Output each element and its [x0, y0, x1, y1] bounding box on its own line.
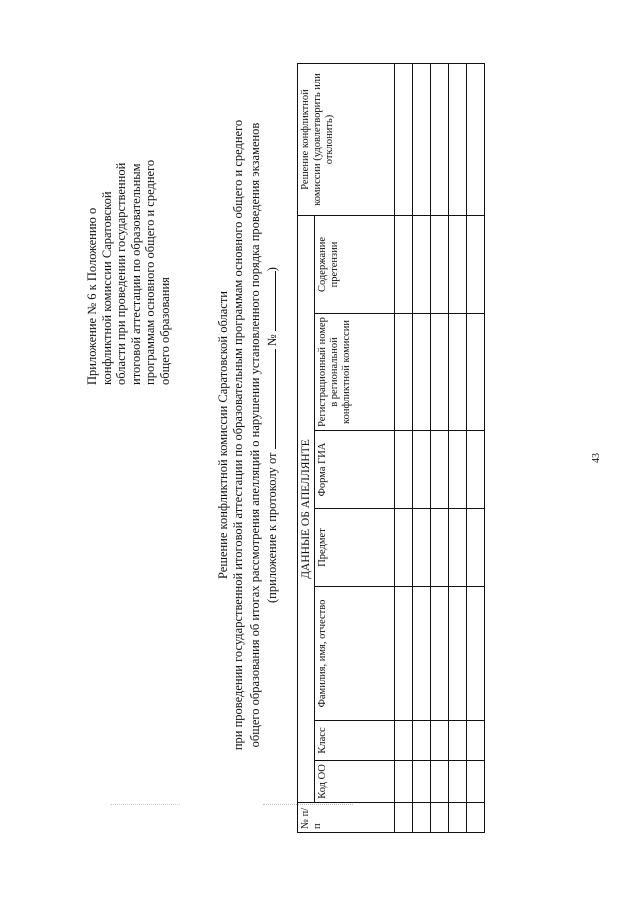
table-header-row: [298, 64, 315, 833]
page-number: 43: [591, 453, 602, 463]
header-group-applicant: ДАННЫЕ ОБ АПЕЛЛЯНТЕ: [298, 216, 315, 803]
header-school-code: Код ОО: [315, 761, 395, 803]
scan-artifact: [110, 803, 180, 805]
table-row: [413, 64, 431, 833]
protocol-prefix: (приложение к протоколу от: [265, 452, 279, 603]
title-protocol-line: [265, 115, 279, 755]
header-grade: Класс: [315, 721, 395, 761]
document-title: Решение конфликтной комиссии Саратовской области: [216, 291, 230, 580]
appendix-note: [85, 85, 172, 385]
header-decision: Решение конфликтной комиссии (удовлетворить или отклонить): [298, 64, 395, 216]
appendix-line: общего образования: [157, 277, 172, 385]
header-reg-number: Регистрационный номер в региональной конфликтной комиссии: [315, 314, 395, 431]
protocol-suffix: ): [265, 267, 279, 272]
header-form: Форма ГИА: [315, 431, 395, 509]
header-num: № п/п: [298, 803, 395, 833]
title-line: общего образования об итогах рассмотрения апелляций о нарушении установленного порядка проведения экзаменов: [248, 122, 262, 748]
appendix-line: итоговой аттестации по образовательным: [128, 163, 143, 385]
header-content: Содержание претензии: [315, 216, 395, 314]
table-row: [449, 64, 467, 833]
appendix-line: области при проведении государственной: [114, 162, 128, 385]
title-line: при проведении государственной итоговой аттестации по образовательным программам основного общего и среднего: [231, 119, 245, 751]
table-row: [431, 64, 449, 833]
appeals-table: [297, 63, 485, 833]
table-row: [467, 64, 485, 833]
appendix-line: программам основного общего и среднего: [143, 159, 157, 385]
table-row: [395, 64, 413, 833]
appendix-line: конфликтной комиссии Саратовской: [99, 191, 114, 385]
protocol-number-blank: [265, 271, 276, 331]
protocol-date-blank: [265, 349, 276, 449]
appendix-line: Приложение № 6 к Положению о: [85, 207, 99, 385]
protocol-number-sign: №: [265, 334, 279, 347]
header-subject: Предмет: [315, 509, 395, 587]
header-name: Фамилия, имя, отчество: [315, 587, 395, 721]
